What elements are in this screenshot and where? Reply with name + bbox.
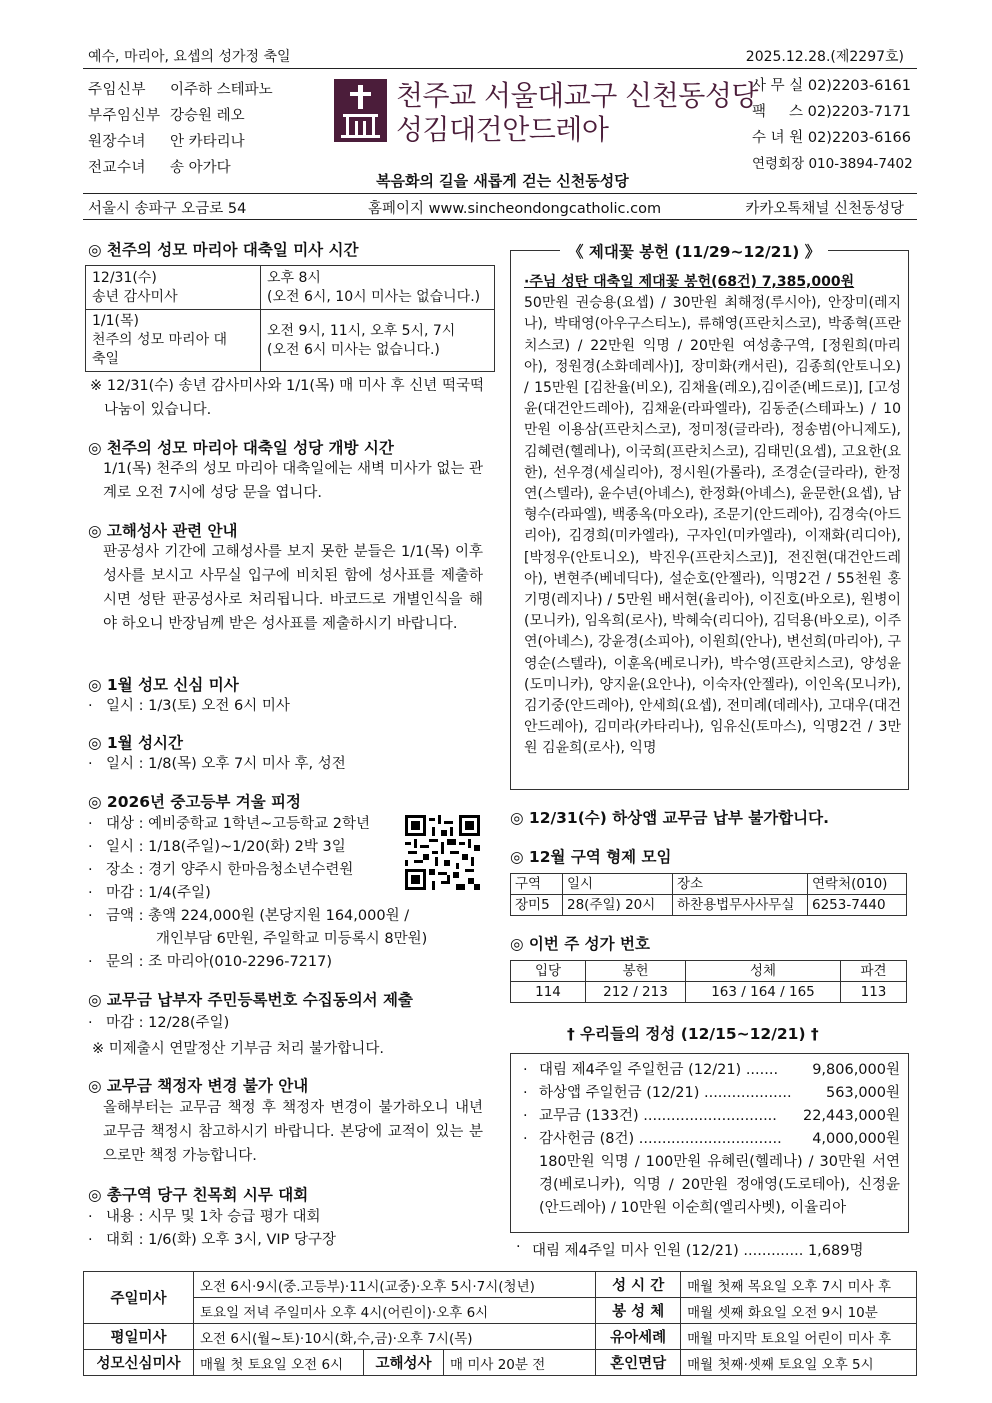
district-meeting-table	[510, 873, 907, 916]
table-cell: 하찬용법무사사무실	[673, 895, 808, 916]
parish-motto: 예수, 마리아, 요셉의 성가정 축일	[88, 49, 291, 65]
mass-time: 오후 8시	[267, 269, 321, 286]
schedule-label: 혼인면담	[596, 1350, 681, 1376]
mass-time: 오전 9시, 11시, 오후 5시, 7시	[267, 322, 456, 339]
schedule-label: 평일미사	[84, 1324, 194, 1350]
church-name: 천주교 서울대교구 신천동성당	[396, 79, 758, 112]
offer-amount: 9,806,000원	[812, 1062, 900, 1078]
offer-label: 감사헌금 (8건) ...............................	[539, 1131, 782, 1147]
schedule-value: 매월 셋째 화요일 오전 9시 10분	[681, 1298, 917, 1324]
table-cell: 113	[841, 982, 907, 1003]
mass-note: (오전 6시, 10시 미사는 없습니다.)	[267, 288, 481, 305]
staff-title: 전교수녀	[88, 160, 147, 176]
hymn-table	[510, 960, 907, 1003]
bullet-list: · 내용 : 시무 및 1차 승급 평가 대회 · 대회 : 1/6(화) 오후 3시, VIP 당구장	[88, 1206, 336, 1252]
slogan: 복음화의 길을 새롭게 걷는 신천동성당	[376, 172, 629, 190]
staff-name: 송 아가다	[170, 160, 231, 176]
list-item: 대상 : 예비중학교 1학년~고등학교 2학년	[106, 816, 371, 832]
list-item: 금액 : 총액 224,000원 (본당지원 164,000원 /	[106, 908, 410, 924]
section-title: ◎ 천주의 성모 마리아 대축일 성당 개방 시간	[88, 439, 394, 457]
address: 서울시 송파구 오금로 54	[88, 201, 247, 217]
list-item: 일시 : 1/8(목) 오후 7시 미사 후, 성전	[106, 756, 346, 772]
section-title: ◎ 천주의 성모 마리아 대축일 미사 시간	[88, 241, 359, 259]
schedule-label: 봉 성 체	[596, 1298, 681, 1324]
table-header: 연락처(010)	[808, 874, 907, 895]
offer-amount: 22,443,000원	[802, 1108, 900, 1124]
contact-value: 02)2203-6166	[807, 130, 912, 146]
schedule-label: 유아세례	[596, 1324, 681, 1350]
attendance: · 대림 제4주일 미사 인원 (12/21) ............. 1,689명	[516, 1239, 864, 1259]
mass-time-table	[85, 265, 495, 372]
schedule-label: 성모신심미사	[84, 1350, 194, 1376]
newyear-note: ※ 12/31(수) 송년 감사미사와 1/1(목) 매 미사 후 신년 떡국떡 나눔이 있습니다.	[90, 378, 484, 418]
section-title: ◎ 12/31(수) 하상앱 교무금 납부 불가합니다.	[510, 809, 829, 827]
offer-label: 대림 제4주일 주일헌금 (12/21) .......	[539, 1062, 779, 1078]
offering-box: · 대림 제4주일 주일헌금 (12/21) ....... 9,806,000원 · 하상앱 주일헌금 (12/21) ................... 563,000원 · 교무금 (133건) ............................. 22,443,000원 · 감사헌금 (8건) ............................... 4,000,000원 180만원 익명 / 100만원 유혜린(헬레나) / 30만원 서연경(베로니카), 익명 / 20만원 정애영(도로테아), 신정윤(안드레아) / 10만원 이순희(엘리사벳), 이율리아	[510, 1053, 909, 1233]
schedule-value: 오전 6시(월~토)·10시(화,수,금)·오후 7시(목)	[194, 1324, 596, 1350]
offer-amount: 4,000,000원	[812, 1131, 900, 1147]
section-title: ◎ 12월 구역 형제 모임	[510, 848, 672, 866]
staff-title: 주임신부	[88, 82, 147, 98]
contact-label: 수 녀 원	[752, 130, 804, 146]
section-body: 올해부터는 교무금 책정 후 책정자 변경이 불가하오니 내년 교무금 책정시 참고하시기 바랍니다. 본당에 교적이 있는 분으로만 책정 가능합니다.	[103, 1100, 483, 1164]
schedule-value: 토요일 저녁 주일미사 오후 4시(어린이)·오후 6시	[194, 1298, 596, 1324]
issue-date: 2025.12.28.(제2297호)	[745, 49, 904, 65]
table-header: 성체	[686, 961, 841, 982]
contact-value: 02)2203-7171	[807, 104, 911, 120]
header-bottom-divider	[83, 219, 917, 220]
staff-list	[88, 77, 273, 181]
top-divider	[83, 68, 917, 69]
list-item: 일시 : 1/3(토) 오전 6시 미사	[106, 698, 290, 714]
offer-label: 교무금 (133건) .............................	[539, 1108, 777, 1124]
flower-content	[514, 272, 905, 760]
contact-label: 연령회장	[752, 156, 805, 172]
section-title: ◎ 이번 주 성가 번호	[510, 935, 650, 953]
table-header: 일시	[563, 874, 673, 895]
staff-name: 이주하 스테파노	[170, 82, 273, 98]
schedule-label: 고해성사	[364, 1350, 444, 1376]
schedule-value: 매월 첫째 목요일 오후 7시 미사 후	[681, 1272, 917, 1298]
homepage: 홈페이지 www.sincheondongcatholic.com	[368, 201, 662, 217]
section-title: ◎ 1월 성시간	[88, 734, 183, 752]
flower-title: 《 제대꽃 봉헌 (11/29~12/21) 》	[560, 240, 828, 262]
schedule-value: 매월 마지막 토요일 어린이 미사 후	[681, 1324, 917, 1350]
table-header: 장소	[673, 874, 808, 895]
schedule-value: 매월 첫 토요일 오전 6시	[194, 1350, 364, 1376]
table-cell: 28(주일) 20시	[563, 895, 673, 916]
kakao-channel: 카카오톡채널 신천동성당	[745, 201, 904, 217]
section-title: ◎ 1월 성모 신심 미사	[88, 676, 239, 694]
bullet-list: · 일시 : 1/8(목) 오후 7시 미사 후, 성전	[88, 753, 346, 776]
header-divider	[83, 193, 917, 194]
list-item-cont: 개인부담 6만원, 주일학교 미등록시 8만원)	[156, 931, 428, 947]
contact-value: 02)2203-6161	[807, 78, 912, 94]
staff-name: 안 카타리나	[170, 134, 245, 150]
bullet-list: · 일시 : 1/3(토) 오전 6시 미사	[88, 695, 290, 718]
qr-code-icon[interactable]	[405, 815, 480, 890]
church-patron: 성김대건안드레아	[396, 113, 609, 146]
mass-day: 12/31(수)	[92, 269, 157, 286]
list-item: 내용 : 시무 및 1차 승급 평가 대회	[106, 1209, 321, 1225]
mass-note: (오전 6시 미사는 없습니다.)	[267, 341, 440, 358]
section-title: ◎ 총구역 당구 친목회 시무 대회	[88, 1186, 309, 1204]
table-cell: 163 / 164 / 165	[686, 982, 841, 1003]
table-header: 구역	[511, 874, 563, 895]
schedule-value: 오전 6시·9시(중.고등부)·11시(교중)·오후 5시·7시(청년)	[194, 1272, 596, 1298]
staff-title: 부주임신부	[88, 108, 161, 124]
schedule-table	[83, 1271, 917, 1376]
schedule-label: 성 시 간	[596, 1272, 681, 1298]
offering-title: † 우리들의 정성 (12/15~12/21) †	[567, 1025, 819, 1043]
section-title: ◎ 교무금 납부자 주민등록번호 수집동의서 제출	[88, 991, 413, 1009]
table-cell: 114	[511, 982, 586, 1003]
staff-name: 강승원 레오	[170, 108, 245, 124]
table-cell: 212 / 213	[586, 982, 686, 1003]
contact-label: 사 무 실	[752, 78, 804, 94]
bullet-list: · 마감 : 12/28(주일)	[88, 1012, 229, 1035]
flower-donors: 50만원 권승용(요셉) / 30만원 최해정(루시아), 안장미(레지나), 박태영(아우구스티노), 류해영(프란치스코), 박종혁(프란치스코) / 22만원 익명 / 20만원 여성총구역, [정원희(마리아), 정원경(소화데레사)], 장미화(캐서린), 김종희(안토니오) / 15만원 [김찬율(비오), 김채율(레오),김이준(베드로)], [고성윤(대건안드레아), 김채윤(라파엘라), 김동준(스테파노) / 10만원 이용삼(프란치스코), 정미정(글라라), 정송범(아니제도), 김혜련(헬레나), 이국희(프란치스코), 김태민(요셉), 고요한(요한), 선우경(세실리아), 정시원(가롤라), 조경순(글라라), 한정연(스텔라), 윤수년(아녜스), 한정화(아녜스), 윤문한(요셉), 남형수(라파엘), 백종옥(마오라), 조문기(안드레아), 김경숙(아드리아), 김경희(미카엘라), 구자인(미카엘라), 이재화(리디아), [박정우(안토니오), 박진우(프란치스코)], 전진현(대건안드레아), 변현주(베네딕다), 설순호(안젤라), 익명2건 / 55천원 홍기명(레지나) / 5만원 배서현(율리아), 이진호(바오로), 원병이(모니카), 임옥희(로사), 박혜숙(리디아), 김덕용(바오로), 이주연(아녜스), 강윤경(소피아), 이원희(안나), 변선희(마리아), 구영순(스텔라), 이훈옥(베로니카), 박수영(프란치스코), 양성윤(도미니카), 양지윤(요안나), 이숙자(안젤라), 이인옥(모니카), 김기중(안드레아), 안세희(요셉), 전미례(데레사), 고대우(대건안드레아), 김미라(카타리나), 임유신(토마스), 익명2건 / 3만원 김윤희(로사), 익명	[524, 295, 901, 757]
mass-name: 송년 감사미사	[92, 288, 178, 305]
offer-detail: 180만원 익명 / 100만원 유혜린(헬레나) / 30만원 서연경(베로니카), 익명 / 20만원 정애영(도로테아), 신정윤(안드레아) / 10만원 이순희(엘리사벳), 이율리아	[539, 1154, 900, 1216]
schedule-value: 매 미사 20분 전	[444, 1350, 596, 1376]
attendance-text: 대림 제4주일 미사 인원 (12/21) ............. 1,689명	[532, 1243, 864, 1259]
section-title: ◎ 고해성사 관련 안내	[88, 522, 238, 540]
table-header: 파견	[841, 961, 907, 982]
table-header: 입당	[511, 961, 586, 982]
offer-label: 하상앱 주일헌금 (12/21) ...................	[539, 1085, 792, 1101]
list-item: 대회 : 1/6(화) 오후 3시, VIP 당구장	[106, 1232, 337, 1248]
table-header: 봉헌	[586, 961, 686, 982]
contact-label: 팩 스	[752, 104, 804, 120]
flower-head: ·주님 성탄 대축일 제대꽃 봉헌(68건) 7,385,000원	[524, 274, 855, 290]
section-title: ◎ 2026년 중고등부 겨울 피정	[88, 793, 302, 811]
schedule-value: 매월 첫째·셋째 토요일 오후 5시	[681, 1350, 917, 1376]
schedule-label: 주일미사	[84, 1272, 194, 1324]
section-body: 판공성사 기간에 고해성사를 보지 못한 분들은 1/1(목) 이후 성사를 보시고 사무실 입구에 비치된 함에 성사표를 제출하시면 성탄 판공성사로 처리됩니다. 바코드로 개별인식을 해야 하오니 반장님께 받은 성사표를 제출하시기 바랍니다.	[103, 544, 483, 632]
mass-day: 1/1(목)	[92, 313, 139, 329]
list-item: 문의 : 조 마리아(010-2296-7217)	[106, 954, 333, 970]
list-item: 마감 : 1/4(주일)	[106, 885, 211, 901]
table-cell: 6253-7440	[808, 895, 907, 916]
contact-value: 010-3894-7402	[808, 156, 913, 172]
offer-amount: 563,000원	[826, 1085, 900, 1101]
staff-title: 원장수녀	[88, 134, 147, 150]
section-note: ※ 미제출시 연말정산 기부금 처리 불가합니다.	[92, 1041, 384, 1057]
contacts	[752, 73, 913, 177]
list-item: 일시 : 1/18(주일)~1/20(화) 2박 3일	[106, 839, 346, 855]
section-body: 1/1(목) 천주의 성모 마리아 대축일에는 새벽 미사가 없는 관계로 오전 7시에 성당 문을 엽니다.	[103, 461, 483, 501]
list-item: 마감 : 12/28(주일)	[106, 1015, 230, 1031]
list-item: 장소 : 경기 양주시 한마음청소년수련원	[106, 862, 354, 878]
section-title: ◎ 교무금 책정자 변경 불가 안내	[88, 1077, 309, 1095]
church-logo-icon	[334, 79, 387, 142]
mass-name: 천주의 성모 마리아 대축일	[92, 332, 228, 367]
table-cell: 장미5	[511, 895, 563, 916]
bullet-list: · 대상 : 예비중학교 1학년~고등학교 2학년 · 일시 : 1/18(주일)~1/20(화) 2박 3일 · 장소 : 경기 양주시 한마음청소년수련원 · 마감 : 1/4(주일) · 금액 : 총액 224,000원 (본당지원 164,000원 / 개인부담 6만원, 주일학교 미등록시 8만원) · 문의 : 조 마리아(010-2296-7217)	[88, 813, 427, 974]
